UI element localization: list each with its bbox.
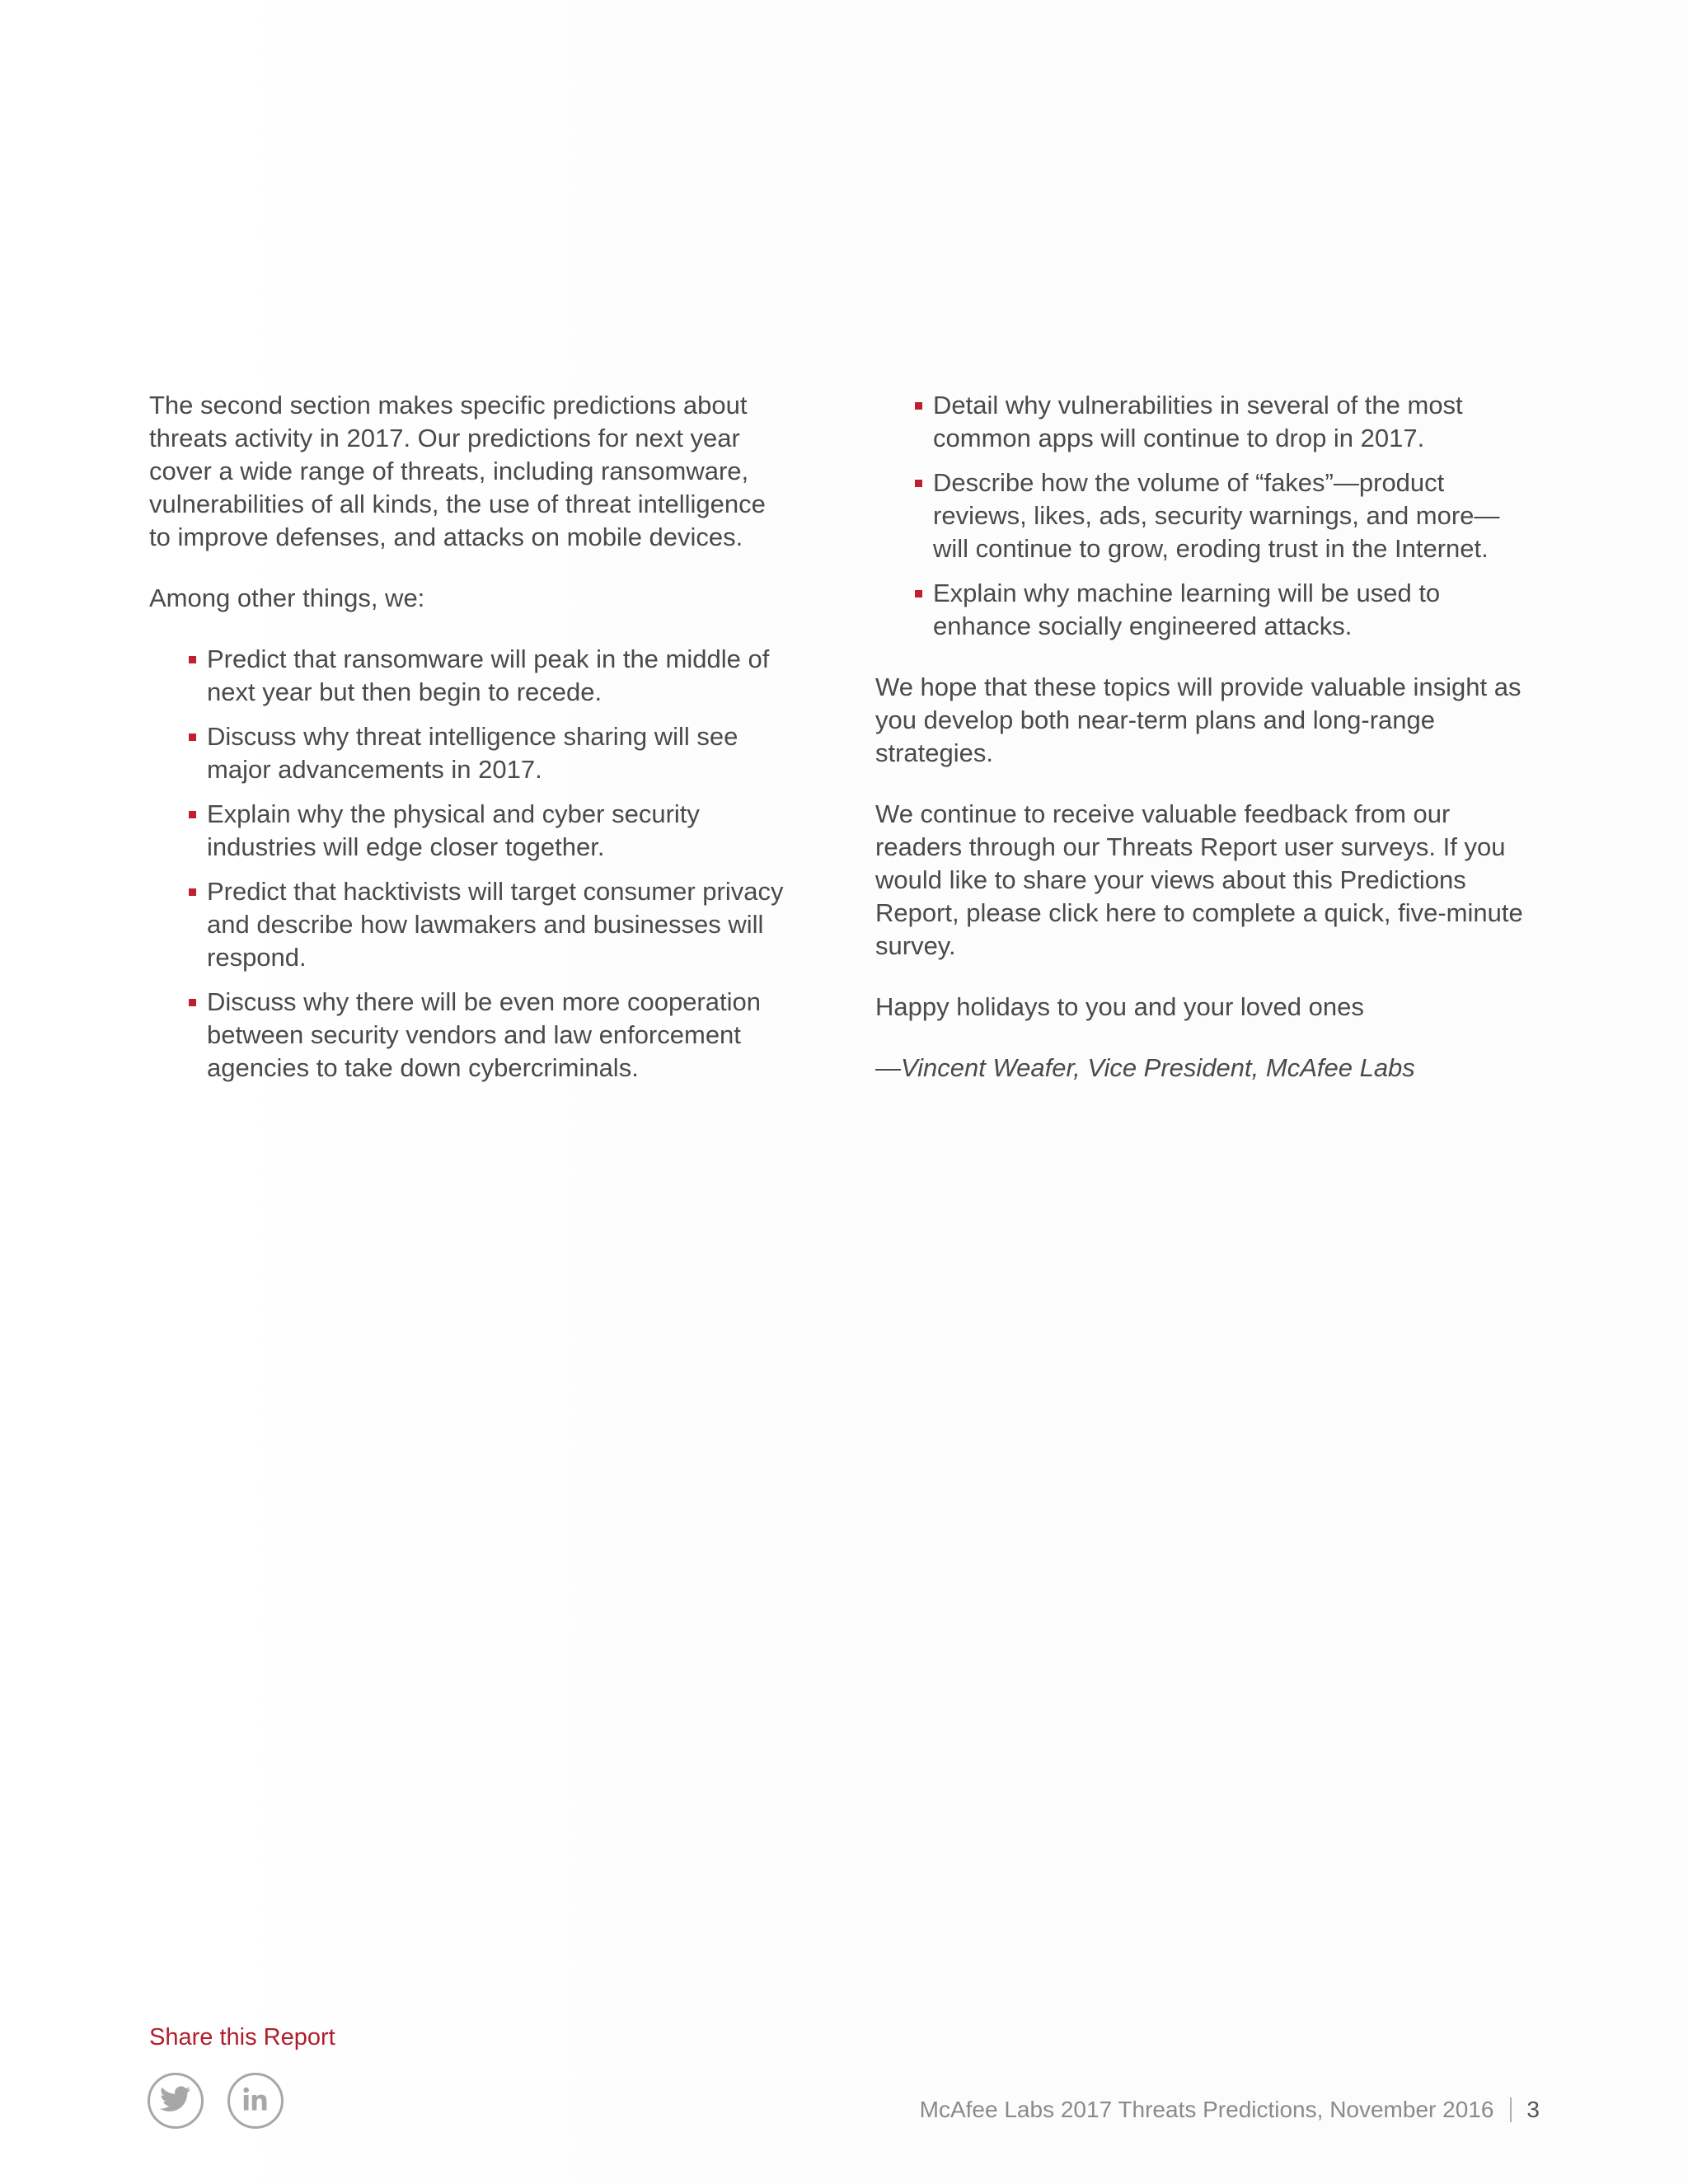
- linkedin-icon: [241, 2085, 270, 2117]
- bullet-icon: [189, 888, 196, 896]
- list-item: [933, 466, 1535, 565]
- list-item-text: Detail why vulnerabilities in several of the most common apps will continue to drop in 2017.: [933, 391, 1463, 452]
- holidays-paragraph: Happy holidays to you and your loved ones: [875, 992, 1364, 1021]
- hope-paragraph: We hope that these topics will provide valuable insight as you develop both near-term plans and long-range strategies.: [875, 673, 1522, 767]
- list-item: [207, 798, 792, 864]
- right-bullet-list: [933, 389, 1535, 643]
- list-item: [207, 875, 792, 974]
- list-item: [207, 643, 792, 709]
- linkedin-share-button[interactable]: [227, 2073, 284, 2129]
- left-column: [149, 389, 792, 1113]
- right-column: [875, 389, 1535, 1113]
- list-item-text: Predict that ransomware will peak in the middle of next year but then begin to recede.: [207, 644, 770, 706]
- signature: —Vincent Weafer, Vice President, McAfee Labs: [875, 1053, 1415, 1082]
- list-item: [207, 986, 792, 1085]
- bullet-icon: [189, 811, 196, 818]
- bullet-icon: [915, 402, 922, 410]
- list-item: [207, 720, 792, 786]
- page-number: 3: [1526, 2097, 1540, 2122]
- bullet-icon: [189, 656, 196, 663]
- feedback-paragraph[interactable]: We continue to receive valuable feedback from our readers through our Threats Report user surveys. If you would like to share your views about this Predictions Report, please click here to complete a quick, five-minute survey.: [875, 799, 1523, 960]
- bullet-icon: [915, 590, 922, 598]
- bullet-icon: [915, 480, 922, 487]
- list-item-text: Discuss why threat intelligence sharing will see major advancements in 2017.: [207, 722, 738, 784]
- list-item-text: Describe how the volume of “fakes”—product reviews, likes, ads, security warnings, and more—will continue to grow, eroding trust in the Internet.: [933, 468, 1500, 563]
- share-report-label: Share this Report: [149, 2024, 335, 2050]
- list-item: [933, 389, 1535, 455]
- among-paragraph: Among other things, we:: [149, 583, 425, 612]
- bullet-icon: [189, 733, 196, 741]
- bullet-icon: [189, 999, 196, 1006]
- page-footer: [920, 2097, 1540, 2123]
- footer-title: McAfee Labs 2017 Threats Predictions, November 2016: [919, 2097, 1494, 2122]
- list-item-text: Predict that hacktivists will target consumer privacy and describe how lawmakers and businesses will respond.: [207, 877, 784, 972]
- list-item: [933, 577, 1535, 643]
- list-item-text: Explain why the physical and cyber security industries will edge closer together.: [207, 799, 700, 861]
- left-bullet-list: [207, 643, 792, 1085]
- footer-divider: [1510, 2097, 1512, 2122]
- intro-paragraph: The second section makes specific predictions about threats activity in 2017. Our predictions for next year cover a wide range of threats, including ransomware, vulnerabilities of all kinds, the use of threat intelligence to improve defenses, and attacks on mobile devices.: [149, 391, 766, 551]
- list-item-text: Discuss why there will be even more cooperation between security vendors and law enforcement agencies to take down cybercriminals.: [207, 987, 761, 1082]
- list-item-text: Explain why machine learning will be used to enhance socially engineered attacks.: [933, 579, 1441, 640]
- twitter-icon: [160, 2086, 191, 2116]
- twitter-share-button[interactable]: [148, 2073, 204, 2129]
